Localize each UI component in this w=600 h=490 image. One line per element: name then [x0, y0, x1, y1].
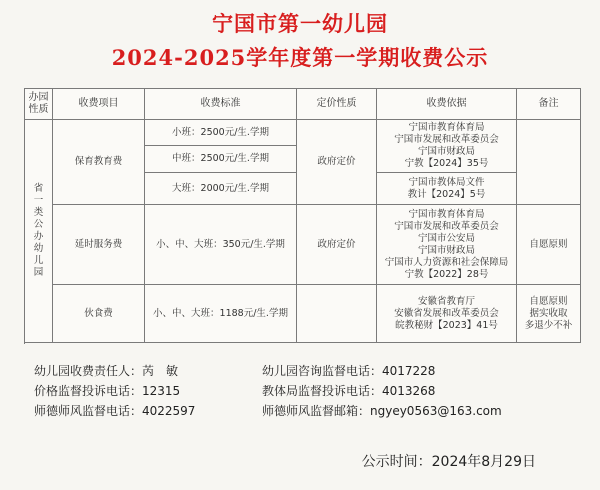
pricing-care: 政府定价: [297, 120, 377, 205]
header-basis: 收费依据: [377, 89, 517, 120]
header-standard: 收费标准: [145, 89, 297, 120]
page-title: 宁国市第一幼儿园: [212, 11, 388, 36]
basis-extended: 宁国市教育体育局 宁国市发展和改革委员会 宁国市公安局 宁国市财政局 宁国市人力资源和社会保障局 宁教【2022】28号: [377, 205, 517, 285]
footer-consult-phone: 幼儿园咨询监督电话：4017228: [262, 364, 436, 378]
header-nature: 办园 性质: [25, 89, 53, 120]
standard-meals: 小、中、大班：1188元/生.学期: [145, 285, 297, 343]
item-extended: 延时服务费: [53, 205, 145, 285]
publish-date: 公示时间：2024年8月29日: [361, 454, 536, 470]
pricing-meals: [297, 285, 377, 343]
table-row: [25, 120, 581, 146]
item-meals: 伙食费: [53, 285, 145, 343]
page-subtitle: 2024-2025学年度第一学期收费公示: [111, 45, 489, 70]
table-row: [25, 285, 581, 343]
standard-small: 小班：2500元/生.学期: [145, 120, 297, 146]
basis-care-2: 宁国市教体局文件 教计【2024】5号: [377, 173, 517, 205]
header-item: 收费项目: [53, 89, 145, 120]
header-pricing: 定价性质: [297, 89, 377, 120]
item-care: 保育教育费: [53, 120, 145, 205]
note-care: [517, 120, 581, 205]
pricing-extended: 政府定价: [297, 205, 377, 285]
school-nature-cell: 省 一 类 公 办 幼 儿 园: [25, 120, 53, 343]
footer-price-complaint: 价格监督投诉电话：12315: [34, 384, 181, 398]
footer-edu-complaint: 教体局监督投诉电话：4013268: [262, 384, 436, 398]
header-note: 备注: [517, 89, 581, 120]
note-extended: 自愿原则: [517, 205, 581, 285]
basis-meals: 安徽省教育厅 安徽省发展和改革委员会 皖教秘财【2023】41号: [377, 285, 517, 343]
table-header-row: [25, 89, 581, 120]
footer-ethics-email: 师德师风监督邮箱：ngyey0563@163.com: [262, 404, 502, 418]
fee-table: [24, 88, 581, 343]
footer-responsible: 幼儿园收费责任人：芮 敏: [34, 364, 179, 378]
standard-extended: 小、中、大班：350元/生.学期: [145, 205, 297, 285]
note-meals: 自愿原则 据实收取 多退少不补: [517, 285, 581, 343]
standard-big: 大班：2000元/生.学期: [145, 173, 297, 205]
footer-ethics-phone: 师德师风监督电话：4022597: [34, 404, 196, 418]
table-row: [25, 205, 581, 285]
basis-care-1: 宁国市教育体育局 宁国市发展和改革委员会 宁国市财政局 宁教【2024】35号: [377, 120, 517, 173]
standard-mid: 中班：2500元/生.学期: [145, 146, 297, 173]
